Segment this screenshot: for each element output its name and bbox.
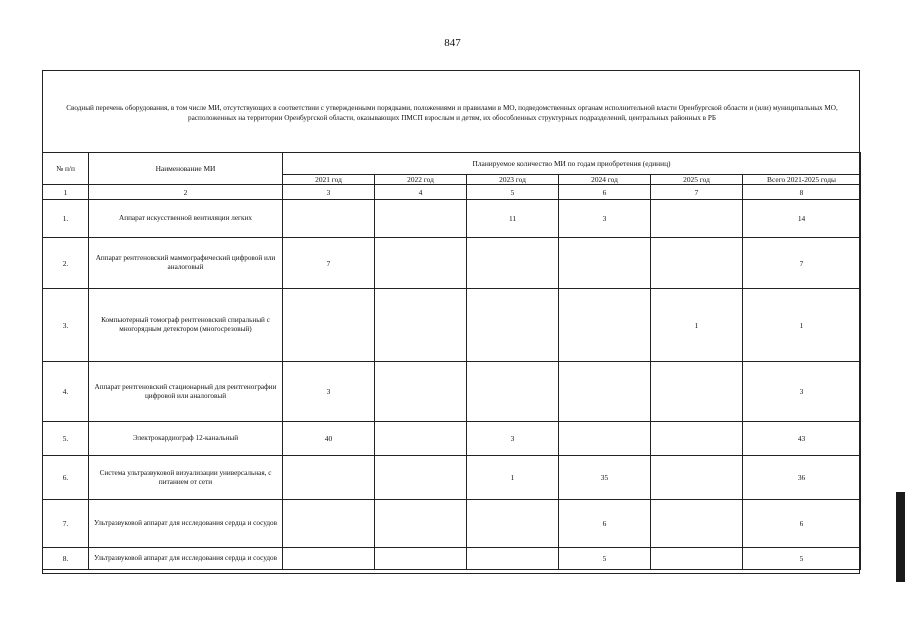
year-header: 2024 год	[559, 175, 651, 185]
quantity-cell: 3	[743, 362, 861, 422]
equipment-name: Ультразвуковой аппарат для исследования сердца и сосудов	[89, 500, 283, 548]
quantity-cell: 11	[467, 200, 559, 238]
quantity-cell	[283, 456, 375, 500]
quantity-cell	[651, 362, 743, 422]
plan-header: Планируемое количество МИ по годам приобретения (единиц)	[283, 153, 861, 175]
quantity-cell: 3	[467, 422, 559, 456]
year-header: 2025 год	[651, 175, 743, 185]
equipment-name: Электрокардиограф 12-канальный	[89, 422, 283, 456]
year-header: 2023 год	[467, 175, 559, 185]
scan-edge-mark	[896, 492, 905, 582]
quantity-cell: 7	[283, 238, 375, 289]
column-number-cell: 2	[89, 185, 283, 200]
equipment-name: Система ультразвуковой визуализации универсальная, с питанием от сети	[89, 456, 283, 500]
column-number-cell: 4	[375, 185, 467, 200]
column-number-cell: 7	[651, 185, 743, 200]
quantity-cell	[651, 238, 743, 289]
row-number: 5.	[43, 422, 89, 456]
quantity-cell	[283, 289, 375, 362]
col-name-header: Наименование МИ	[89, 153, 283, 185]
row-number: 2.	[43, 238, 89, 289]
column-number-cell: 5	[467, 185, 559, 200]
row-number: 4.	[43, 362, 89, 422]
quantity-cell	[651, 200, 743, 238]
quantity-cell	[559, 238, 651, 289]
year-header: 2021 год	[283, 175, 375, 185]
quantity-cell: 3	[559, 200, 651, 238]
quantity-cell	[375, 200, 467, 238]
quantity-cell	[651, 548, 743, 570]
equipment-name: Аппарат рентгеновский маммографический цифровой или аналоговый	[89, 238, 283, 289]
table-row	[43, 362, 861, 422]
quantity-cell	[467, 238, 559, 289]
row-number: 8.	[43, 548, 89, 570]
quantity-cell: 1	[743, 289, 861, 362]
equipment-table	[42, 152, 861, 570]
table-row	[43, 238, 861, 289]
quantity-cell: 14	[743, 200, 861, 238]
quantity-cell	[375, 362, 467, 422]
equipment-name: Аппарат искусственной вентиляции легких	[89, 200, 283, 238]
quantity-cell: 6	[559, 500, 651, 548]
quantity-cell: 43	[743, 422, 861, 456]
quantity-cell	[467, 289, 559, 362]
table-row	[43, 500, 861, 548]
quantity-cell: 1	[467, 456, 559, 500]
quantity-cell	[467, 362, 559, 422]
equipment-name: Аппарат рентгеновский стационарный для рентгенографии цифровой или аналоговый	[89, 362, 283, 422]
quantity-cell: 35	[559, 456, 651, 500]
page-number: 847	[444, 37, 461, 49]
quantity-cell	[467, 548, 559, 570]
table-row	[43, 422, 861, 456]
quantity-cell	[651, 456, 743, 500]
table-row	[43, 289, 861, 362]
table-row	[43, 200, 861, 238]
row-number: 1.	[43, 200, 89, 238]
quantity-cell: 7	[743, 238, 861, 289]
quantity-cell	[375, 238, 467, 289]
column-number-cell: 3	[283, 185, 375, 200]
row-number: 6.	[43, 456, 89, 500]
quantity-cell: 3	[283, 362, 375, 422]
quantity-cell	[467, 500, 559, 548]
quantity-cell: 6	[743, 500, 861, 548]
quantity-cell	[559, 422, 651, 456]
quantity-cell: 5	[743, 548, 861, 570]
quantity-cell	[375, 422, 467, 456]
quantity-cell	[375, 500, 467, 548]
quantity-cell	[651, 422, 743, 456]
quantity-cell	[651, 500, 743, 548]
equipment-name: Компьютерный томограф рентгеновский спиральный с многорядным детектором (многосрезовый)	[89, 289, 283, 362]
quantity-cell	[283, 500, 375, 548]
quantity-cell: 40	[283, 422, 375, 456]
quantity-cell	[375, 548, 467, 570]
column-number-cell: 8	[743, 185, 861, 200]
table-row	[43, 456, 861, 500]
quantity-cell: 5	[559, 548, 651, 570]
year-header: 2022 год	[375, 175, 467, 185]
quantity-cell	[375, 289, 467, 362]
quantity-cell	[559, 362, 651, 422]
row-number: 3.	[43, 289, 89, 362]
quantity-cell: 36	[743, 456, 861, 500]
table-row	[43, 548, 861, 570]
quantity-cell	[559, 289, 651, 362]
quantity-cell: 1	[651, 289, 743, 362]
column-number-row	[43, 185, 861, 200]
quantity-cell	[283, 200, 375, 238]
quantity-cell	[283, 548, 375, 570]
year-header: Всего 2021-2025 годы	[743, 175, 861, 185]
col-number-header: № п/п	[43, 153, 89, 185]
equipment-name: Ультразвуковой аппарат для исследования сердца и сосудов	[89, 548, 283, 570]
table-body	[43, 200, 861, 570]
quantity-cell	[375, 456, 467, 500]
document-heading: Сводный перечень оборудования, в том числе МИ, отсутствующих в соответствии с утвержденными порядками, положениями и правилами в МО, подведомственных органам исполнительной власти Оренбургской области и (или) муниципальных МО, расположенных на территории Оренбургской области, оказывающих ПМСП взрослым и детям, их обособленных структурных подразделений, центральных районных в РБ	[66, 104, 838, 122]
column-number-cell: 6	[559, 185, 651, 200]
column-number-cell: 1	[43, 185, 89, 200]
row-number: 7.	[43, 500, 89, 548]
